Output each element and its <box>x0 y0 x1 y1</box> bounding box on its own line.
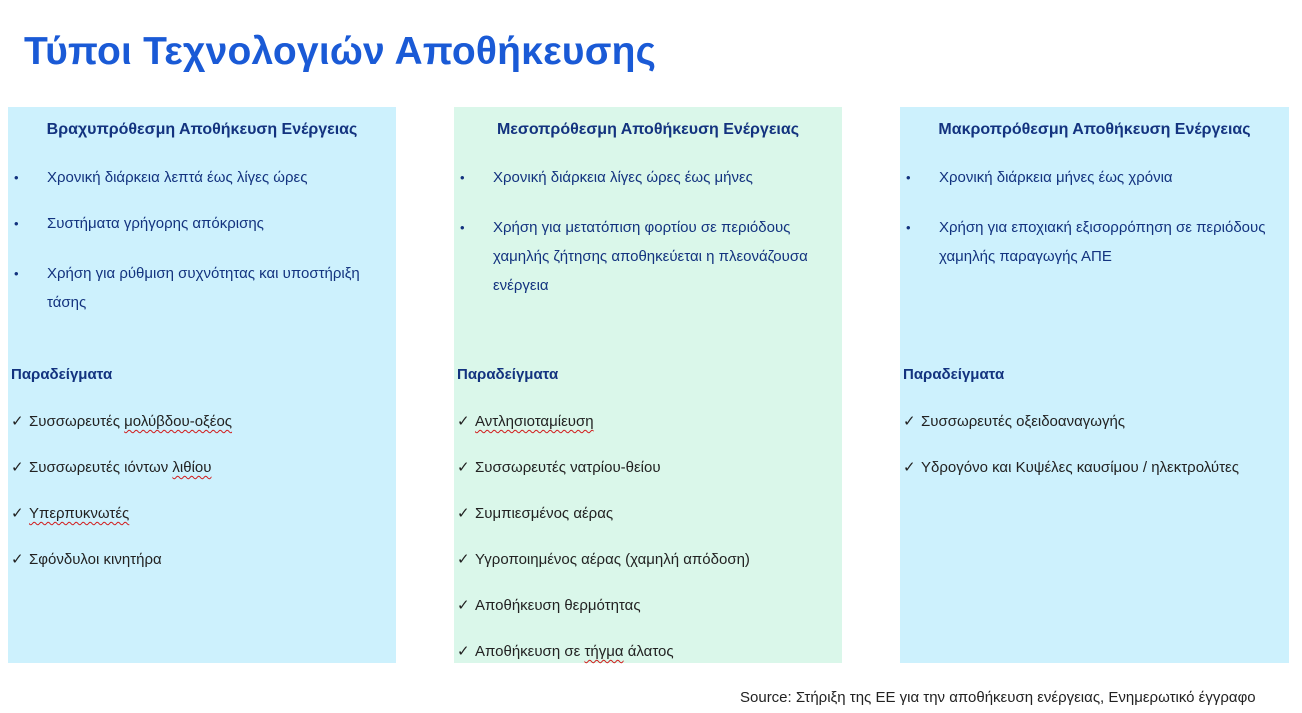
bullet-dot-icon: • <box>14 170 19 185</box>
characteristic-text: Χρήση για μετατόπιση φορτίου σε περιόδους χαμηλής ζήτησης αποθηκεύεται η πλεονάζουσα ενέργεια <box>493 219 808 294</box>
characteristic-item <box>8 259 396 317</box>
checkmark-icon: ✓ <box>457 505 470 522</box>
example-item <box>454 503 842 549</box>
checkmark-icon: ✓ <box>11 551 24 568</box>
characteristic-text: Χρονική διάρκεια λίγες ώρες έως μήνες <box>493 169 753 186</box>
spellcheck-word: μολύβδου-οξέος <box>124 413 233 430</box>
checkmark-icon: ✓ <box>457 459 470 476</box>
spellcheck-word: Αντλησιοταμίευση <box>475 413 594 430</box>
example-item <box>454 411 842 457</box>
example-item <box>900 411 1289 457</box>
example-text: Συσσωρευτές ιόντων <box>29 459 173 476</box>
spellcheck-word: λιθίου <box>172 459 212 476</box>
checkmark-icon: ✓ <box>11 459 24 476</box>
characteristic-text: Χρήση για ρύθμιση συχνότητας και υποστήριξη τάσης <box>47 265 360 311</box>
examples-list <box>8 411 396 595</box>
example-item <box>8 549 396 595</box>
examples-heading: Παραδείγματα <box>903 366 1005 383</box>
bullet-dot-icon: • <box>14 216 19 231</box>
example-text: Συσσωρευτές νατρίου-θείου <box>475 459 661 476</box>
checkmark-icon: ✓ <box>457 413 470 430</box>
example-text: Αποθήκευση σε <box>475 643 585 660</box>
example-text: Συσσωρευτές οξειδοαναγωγής <box>921 413 1126 430</box>
characteristic-item <box>900 213 1289 271</box>
panel-mid-term <box>454 107 842 663</box>
example-text: Σφόνδυλοι κινητήρα <box>29 551 162 568</box>
example-item <box>454 549 842 595</box>
page-title: Τύποι Τεχνολογιών Αποθήκευσης <box>24 30 657 73</box>
example-text: Αποθήκευση θερμότητας <box>475 597 641 614</box>
characteristic-item <box>8 167 396 189</box>
checkmark-icon: ✓ <box>457 551 470 568</box>
example-item <box>454 641 842 687</box>
panel-heading: Βραχυπρόθεσμη Αποθήκευση Ενέργειας <box>46 121 358 138</box>
bullet-dot-icon: • <box>460 170 465 185</box>
examples-heading: Παραδείγματα <box>11 366 113 383</box>
example-text: Συσσωρευτές <box>29 413 125 430</box>
example-text: Υγροποιημένος αέρας (χαμηλή απόδοση) <box>475 551 750 568</box>
characteristics-list <box>8 167 396 333</box>
characteristic-text: Χρονική διάρκεια μήνες έως χρόνια <box>939 169 1173 186</box>
characteristic-item <box>454 167 842 189</box>
panel-long-term <box>900 107 1289 663</box>
spellcheck-word: τήγμα <box>584 643 624 660</box>
bullet-dot-icon: • <box>906 170 911 185</box>
examples-heading: Παραδείγματα <box>457 366 559 383</box>
example-item <box>454 595 842 641</box>
characteristic-text: Συστήματα γρήγορης απόκρισης <box>47 215 264 232</box>
panel-heading: Μεσοπρόθεσμη Αποθήκευση Ενέργειας <box>496 121 800 138</box>
example-item <box>454 457 842 503</box>
source-citation: Source: Στήριξη της ΕΕ για την αποθήκευση ενέργειας, Ενημερωτικό έγγραφο <box>740 689 1256 706</box>
panel-heading: Μακροπρόθεσμη Αποθήκευση Ενέργειας <box>938 121 1251 138</box>
characteristics-list <box>900 167 1289 287</box>
bullet-dot-icon: • <box>460 220 465 235</box>
examples-list <box>454 411 842 687</box>
characteristic-text: Χρήση για εποχιακή εξισορρόπηση σε περιόδους χαμηλής παραγωγής ΑΠΕ <box>939 219 1266 265</box>
example-item <box>8 411 396 457</box>
checkmark-icon: ✓ <box>903 413 916 430</box>
characteristic-item <box>8 213 396 235</box>
characteristic-item <box>454 213 842 300</box>
example-item <box>8 503 396 549</box>
example-text: άλατος <box>623 643 674 660</box>
bullet-dot-icon: • <box>906 220 911 235</box>
checkmark-icon: ✓ <box>457 597 470 614</box>
checkmark-icon: ✓ <box>11 413 24 430</box>
checkmark-icon: ✓ <box>903 459 916 476</box>
characteristic-item <box>900 167 1289 189</box>
characteristic-text: Χρονική διάρκεια λεπτά έως λίγες ώρες <box>47 169 308 186</box>
bullet-dot-icon: • <box>14 266 19 281</box>
checkmark-icon: ✓ <box>11 505 24 522</box>
spellcheck-word: Υπερπυκνωτές <box>29 505 130 522</box>
example-text: Υδρογόνο και Κυψέλες καυσίμου / ηλεκτρολύτες <box>921 459 1239 476</box>
panel-short-term <box>8 107 396 663</box>
characteristics-list <box>454 167 842 316</box>
checkmark-icon: ✓ <box>457 643 470 660</box>
example-item <box>900 457 1289 503</box>
example-item <box>8 457 396 503</box>
example-text: Συμπιεσμένος αέρας <box>475 505 614 522</box>
examples-list <box>900 411 1289 503</box>
